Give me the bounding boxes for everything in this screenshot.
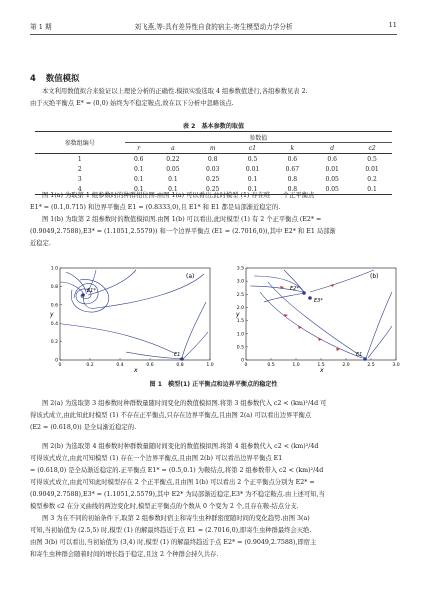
- x-tick-label: 3.0: [392, 363, 400, 368]
- y-tick-label: 3.0: [236, 279, 244, 285]
- x-tick-label: 2.0: [342, 363, 350, 368]
- table-cell: 3: [77, 175, 82, 183]
- table-cell: 0.1: [133, 165, 144, 173]
- table-cell: 4: [77, 185, 82, 193]
- y-tick-label: 0.6: [50, 303, 58, 309]
- x-tick-label: 0.4: [116, 363, 124, 368]
- text-line: 图 2(b) 为选取第 4 组参数时种群数量随时间变化的数值模拟图.将第 4 组参数代入 c2 < (km)²/4d: [42, 443, 319, 450]
- y-tick-label: 0.4: [50, 321, 58, 327]
- table-values-header: 参数值: [125, 132, 393, 143]
- trajectory-curve: [182, 302, 206, 358]
- body-paragraph-3: [30, 441, 397, 561]
- equilibrium-point-e1: [180, 357, 184, 361]
- y-tick-label: 1.0: [236, 332, 244, 338]
- table-cell: 0.6: [287, 155, 298, 163]
- table-cell: 0.05: [166, 165, 180, 173]
- point-label: E1: [356, 352, 363, 358]
- text-line: 近稳定.: [30, 240, 51, 247]
- equilibrium-point-e3-star: [308, 296, 312, 300]
- figure-panel-a: [36, 262, 216, 374]
- section-title: 数值模拟: [45, 73, 80, 83]
- table-caption: 表 2 基本参数的取值: [182, 123, 245, 130]
- table-cell: 1: [77, 155, 82, 163]
- point-label: E3*: [314, 298, 323, 304]
- table-cell: 0.8: [207, 155, 218, 163]
- text-line: 图 1(b) 为取第 2 组参数时的数值模拟图.由图 1(b) 可以看出,此时模型 (1) 有 2 个正平衡点 (E2* =: [42, 216, 322, 223]
- trajectories: [60, 270, 208, 359]
- text-line: 模型参数 c2 在分叉曲线的两边变化时,模型正平衡点的个数从 0 个变为 2 个,且存在鞍-结点分支.: [30, 503, 299, 510]
- table-cell: 0.6: [327, 155, 337, 163]
- y-tick-label: 0.2: [50, 340, 58, 346]
- trajectory-curve: [310, 270, 374, 292]
- table-cell: 0.05: [325, 175, 339, 183]
- point-label: E2*: [290, 286, 299, 292]
- table-cell: 0.1: [247, 185, 258, 193]
- table-cell: 0.22: [166, 155, 180, 163]
- table-cell: 0.8: [287, 185, 298, 193]
- column-header: d: [330, 144, 335, 152]
- separatrix-curve: [62, 324, 176, 354]
- y-tick-label: 2.5: [236, 292, 244, 298]
- table-cell: 0.1: [247, 175, 258, 183]
- tick-labels: [237, 266, 400, 368]
- column-header: a: [171, 144, 175, 152]
- column-header: c1: [248, 144, 257, 152]
- text-line: (E2 = (0.618,0)) 是全局渐近稳定的.: [30, 424, 137, 431]
- table-cell: 0.5: [247, 155, 258, 163]
- body-paragraph-2: [30, 398, 397, 434]
- table-row: [35, 154, 392, 165]
- x-tick-label: 0.5: [267, 363, 275, 368]
- plot-frame: [60, 268, 210, 360]
- intro-paragraph: [30, 86, 397, 110]
- y-axis-label: y: [50, 311, 54, 318]
- text-line: 图 1(a) 为取第 1 组参数时的种群相位图.由图 1(a) 可以看出,此时模型 (1) 存在唯一一个正平衡点: [42, 192, 315, 199]
- text-line: 和寄生虫种群会随着时间的增长趋于稳定,且这 2 个种群会持久共存.: [30, 551, 219, 558]
- text-line: E1* = (0.1,0.715) 和边界平衡点 E1 = (0.8333,0),且 E1* 和 E1 都是局部渐近稳定的.: [30, 204, 281, 211]
- column-header: c2: [368, 144, 376, 152]
- table-cell: 2: [77, 165, 82, 173]
- issue-number: 第 1 期: [30, 23, 52, 31]
- text-line: 可得该式成立,由此可知此时模型存在 2 个正平衡点,且由图 1(b) 可以看出 2 个正平衡点分别为 E2* =: [30, 479, 315, 486]
- table-cell: 0.1: [367, 185, 377, 193]
- arrow-marker: [284, 314, 288, 317]
- table-cell: 0.25: [206, 185, 220, 193]
- parameter-table: [35, 131, 392, 195]
- separatrix-curve: [268, 282, 364, 358]
- trajectories: [250, 270, 392, 358]
- plot-frame: [246, 268, 396, 360]
- x-tick-label: 2.5: [367, 363, 375, 368]
- column-header: m: [209, 144, 216, 152]
- text-line: (0.9049,2.7588),E3* = (1.1051,2.5579),其中 E2* 为局部渐近稳定,E3* 为不稳定鞍点.由上述可知,当: [30, 491, 325, 498]
- table-cell: 0.6: [133, 155, 144, 163]
- table-cell: 0.5: [367, 155, 377, 163]
- text-line: 图 3 为在不同的初始条件下,取第 2 组参数时宿主和寄生虫种群密度随时间的变化趋势.由图 3(a): [42, 515, 310, 522]
- equilibrium-point-e1: [363, 357, 367, 361]
- x-tick-label: 1.0: [206, 363, 214, 368]
- trajectory-curve: [260, 292, 362, 358]
- column-header: r: [137, 144, 141, 152]
- x-tick-label: 0.2: [86, 363, 94, 368]
- body-paragraph-1: [30, 190, 397, 250]
- table-cell: 0.05: [325, 185, 339, 193]
- table-cell: 0.1: [168, 185, 178, 193]
- table-cell: 0.25: [206, 175, 220, 183]
- text-line: 由图 3(b) 可以看出,当初始值为 (3,4) 时,模型 (1) 的解最终趋近于点 E2* = (0.9049,2.7588),即宿主: [30, 539, 317, 546]
- y-axis-label: y: [236, 311, 240, 318]
- y-tick-label: 2.0: [236, 306, 244, 312]
- trajectory-curve: [184, 332, 208, 358]
- table-cell: 0.03: [206, 165, 220, 173]
- y-tick-label: 0: [241, 358, 244, 364]
- y-tick-label: 1.5: [236, 319, 244, 325]
- table-cell: 0.1: [168, 175, 178, 183]
- y-tick-label: 1.0: [50, 266, 58, 272]
- y-tick-label: 0.5: [236, 345, 244, 351]
- header-rule: [30, 34, 397, 35]
- running-title: 刘飞燕,等:具有差异性自食的宿主-寄生模型动力学分析: [134, 23, 293, 31]
- table-row: [35, 174, 392, 184]
- table-cell: 0.1: [133, 185, 144, 193]
- table-cell: 0.01: [325, 165, 339, 173]
- column-header: k: [290, 144, 295, 152]
- equilibrium-markers: [302, 291, 367, 361]
- trajectory-curve: [60, 282, 84, 294]
- page-number: 11: [388, 21, 397, 29]
- trajectory-curve: [264, 293, 304, 302]
- figure-caption: 图 1 模型(1) 正平衡点和边界平衡点的稳定性: [149, 381, 278, 388]
- equilibrium-point-e2-star: [302, 291, 306, 295]
- text-line: 本文利用数值拟合来验证以上理论分析的正确性.模拟实验选取 4 组参数值进行,各组参数见表 2.: [42, 88, 308, 95]
- table-cell: 0.8: [287, 175, 298, 183]
- x-axis-label: x: [134, 367, 138, 374]
- table-cell: 0.67: [285, 165, 300, 173]
- panel-label: (a): [186, 273, 195, 280]
- x-tick-label: 0.6: [146, 363, 154, 368]
- section-number: 4: [30, 73, 36, 83]
- table-row: [35, 164, 392, 174]
- x-tick-label: 1.0: [292, 363, 300, 368]
- text-line: 得该式成立,由此知此时模型 (1) 不存在正平衡点,只存在边界平衡点,且由图 2(a) 可以看出边界平衡点: [30, 412, 312, 419]
- running-header: [30, 21, 397, 33]
- x-tick-label: 0.8: [176, 363, 184, 368]
- table-cell: 0.01: [365, 165, 379, 173]
- figure-panel-b: [224, 262, 400, 374]
- point-label: E1: [174, 352, 181, 358]
- y-tick-label: 0: [55, 358, 58, 364]
- y-tick-label: 3.5: [236, 266, 244, 272]
- text-line: (0.9049,2.7588),E3* = (1.1051,2.5579)) 和一个边界平衡点 (E1 = (2.7016,0)),其中 E2* 和 E1 局部渐: [30, 228, 336, 235]
- arrow-marker: [298, 326, 302, 329]
- x-axis-label: x: [320, 367, 324, 374]
- trajectory-curve: [366, 292, 392, 358]
- text-line: 由于灭绝平衡点 E* = (0,0) 始终为不稳定鞍点,故在以下分析中忽略该点.: [30, 100, 234, 107]
- point-label: E1*: [87, 288, 96, 294]
- text-line: = (0.618,0) 是全局渐近稳定的.正平衡点 E1* = (0.5,0.1) 为鞍结点,将第 2 组参数带入 c2 < (km)²/4d: [30, 467, 324, 474]
- table-cell: 0.1: [133, 175, 144, 183]
- x-tick-label: 0: [244, 363, 248, 368]
- x-tick-label: 1.5: [317, 363, 325, 368]
- equilibrium-point-e1-star: [81, 293, 85, 297]
- y-tick-label: 0.8: [50, 285, 58, 290]
- table-cell: 0.01: [245, 165, 260, 173]
- table-cell: 0.2: [367, 175, 377, 183]
- text-line: 可知,当初始值为 (2.5,5) 时,模型 (1) 的解最终趋近于点 E1 = (2.7016,0),即寄生虫种群最终会灭绝.: [30, 527, 312, 534]
- table-group-header: 参数组编号: [35, 132, 125, 154]
- text-line: 可得该式成立,由此可知模型 (1) 存在一个边界平衡点,且由图 2(b) 可以看出边界平衡点 E1: [30, 455, 283, 462]
- text-line: 图 2(a) 为选取第 3 组参数时种群数量随时间变化的数值模拟图.将第 3 组参数代入 c2 < (km)²/4d 可: [42, 400, 327, 407]
- direction-arrows: [280, 284, 340, 351]
- section-heading: [30, 72, 89, 84]
- panel-label: (b): [370, 273, 379, 280]
- x-tick-label: 0: [58, 363, 62, 368]
